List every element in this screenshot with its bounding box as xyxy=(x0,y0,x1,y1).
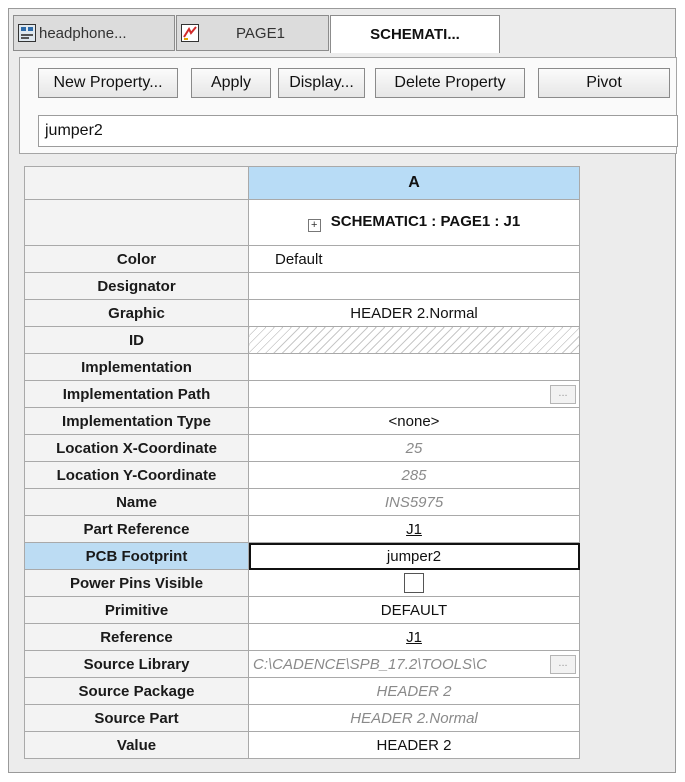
row-label-color[interactable]: Color xyxy=(25,246,249,273)
grid-row xyxy=(25,732,580,759)
row-label-graphic[interactable]: Graphic xyxy=(25,300,249,327)
grid-row-selected xyxy=(25,543,580,570)
grid-row xyxy=(25,246,580,273)
grid-row xyxy=(25,651,580,678)
row-label-location-x[interactable]: Location X-Coordinate xyxy=(25,435,249,462)
grid-row xyxy=(25,516,580,543)
property-value-input[interactable]: jumper2 xyxy=(38,115,678,147)
display-button[interactable]: Display... xyxy=(278,68,365,98)
grid-row xyxy=(25,381,580,408)
row-label-power-pins-visible[interactable]: Power Pins Visible xyxy=(25,570,249,597)
apply-button[interactable]: Apply xyxy=(191,68,271,98)
page-doc-icon xyxy=(181,24,199,42)
grid-row xyxy=(25,300,580,327)
property-grid xyxy=(24,166,580,759)
delete-property-button[interactable]: Delete Property xyxy=(375,68,525,98)
row-label-value[interactable]: Value xyxy=(25,732,249,759)
tab-label: PAGE1 xyxy=(236,24,285,42)
value-source-part: HEADER 2.Normal xyxy=(249,705,580,732)
grid-row xyxy=(25,489,580,516)
value-reference[interactable]: J1 xyxy=(249,624,580,651)
grid-row xyxy=(25,354,580,381)
grid-row xyxy=(25,705,580,732)
object-title: SCHEMATIC1 : PAGE1 : J1 xyxy=(330,213,521,230)
value-id-readonly xyxy=(249,327,580,354)
value-source-library xyxy=(249,651,580,678)
value-pcb-footprint[interactable]: jumper2 xyxy=(249,543,580,570)
grid-row xyxy=(25,570,580,597)
grid-row-header-empty xyxy=(25,200,249,246)
row-label-pcb-footprint[interactable]: PCB Footprint xyxy=(25,543,249,570)
row-label-source-part[interactable]: Source Part xyxy=(25,705,249,732)
browse-button[interactable]: ... xyxy=(550,655,576,674)
tab-headphone[interactable] xyxy=(13,15,175,51)
value-name: INS5975 xyxy=(249,489,580,516)
row-label-implementation[interactable]: Implementation xyxy=(25,354,249,381)
new-property-button[interactable]: New Property... xyxy=(38,68,178,98)
schematic-doc-icon xyxy=(18,24,36,42)
value-power-pins-visible xyxy=(249,570,580,597)
row-label-id[interactable]: ID xyxy=(25,327,249,354)
grid-row xyxy=(25,678,580,705)
row-label-name[interactable]: Name xyxy=(25,489,249,516)
tab-label: headphone... xyxy=(39,24,127,42)
value-primitive[interactable]: DEFAULT xyxy=(249,597,580,624)
tab-schematic[interactable] xyxy=(330,15,500,53)
value-value[interactable]: HEADER 2 xyxy=(249,732,580,759)
row-label-source-library[interactable]: Source Library xyxy=(25,651,249,678)
value-graphic[interactable]: HEADER 2.Normal xyxy=(249,300,580,327)
tab-label: SCHEMATI... xyxy=(370,26,460,43)
power-pins-visible-checkbox[interactable] xyxy=(404,573,424,593)
value-designator[interactable] xyxy=(249,273,580,300)
grid-row xyxy=(25,273,580,300)
row-label-part-reference[interactable]: Part Reference xyxy=(25,516,249,543)
value-implementation-type[interactable]: <none> xyxy=(249,408,580,435)
value-source-package: HEADER 2 xyxy=(249,678,580,705)
toolbar-panel xyxy=(19,57,677,154)
value-color[interactable]: Default xyxy=(249,246,580,273)
browse-button[interactable]: ... xyxy=(550,385,576,404)
column-header-a[interactable]: A xyxy=(249,167,580,200)
grid-row xyxy=(25,597,580,624)
row-label-implementation-type[interactable]: Implementation Type xyxy=(25,408,249,435)
expand-icon[interactable]: + xyxy=(308,219,321,232)
grid-row xyxy=(25,327,580,354)
value-location-x: 25 xyxy=(249,435,580,462)
row-label-reference[interactable]: Reference xyxy=(25,624,249,651)
row-label-primitive[interactable]: Primitive xyxy=(25,597,249,624)
grid-row xyxy=(25,408,580,435)
value-implementation[interactable] xyxy=(249,354,580,381)
grid-corner-cell[interactable] xyxy=(25,167,249,200)
row-label-location-y[interactable]: Location Y-Coordinate xyxy=(25,462,249,489)
tab-page1[interactable] xyxy=(176,15,329,51)
value-location-y: 285 xyxy=(249,462,580,489)
pivot-button[interactable]: Pivot xyxy=(538,68,670,98)
grid-row xyxy=(25,624,580,651)
grid-row xyxy=(25,435,580,462)
row-label-designator[interactable]: Designator xyxy=(25,273,249,300)
property-editor-window xyxy=(8,8,676,773)
value-part-reference[interactable]: J1 xyxy=(249,516,580,543)
value-source-library-text: C:\CADENCE\SPB_17.2\TOOLS\C xyxy=(253,655,487,673)
row-label-implementation-path[interactable]: Implementation Path xyxy=(25,381,249,408)
object-title-cell xyxy=(249,200,580,246)
value-implementation-path[interactable] xyxy=(249,381,580,408)
grid-row xyxy=(25,462,580,489)
row-label-source-package[interactable]: Source Package xyxy=(25,678,249,705)
